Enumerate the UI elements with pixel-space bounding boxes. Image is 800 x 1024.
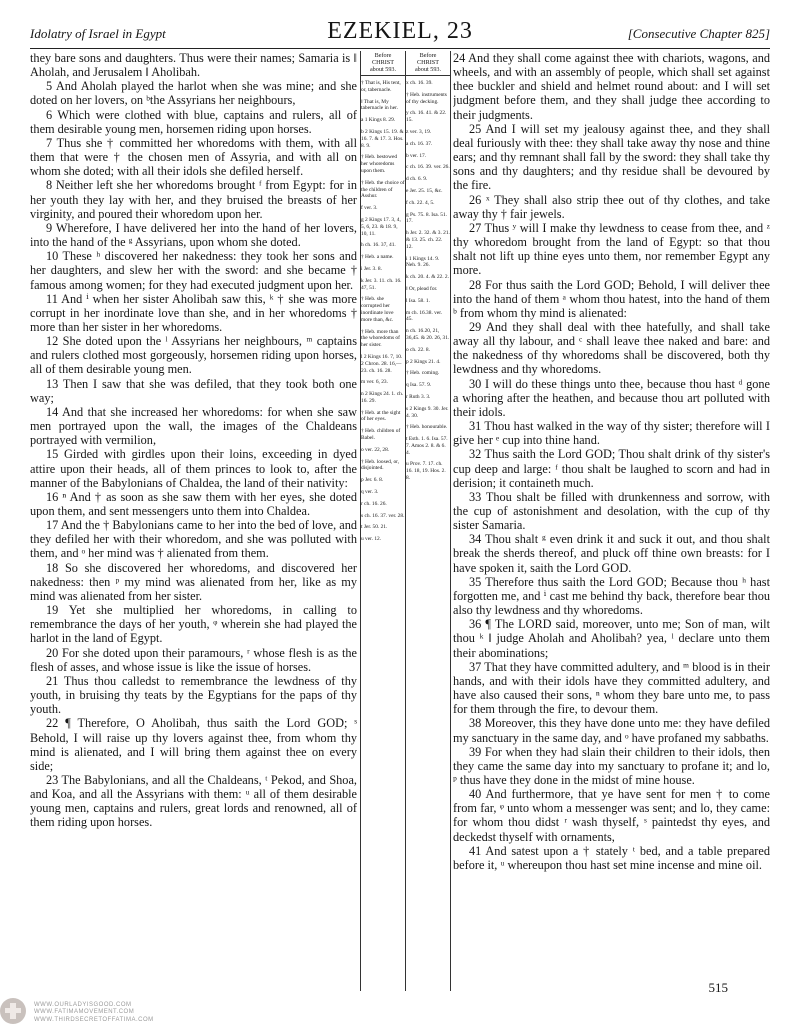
right-margin-references	[406, 52, 450, 992]
cross-reference-note: c ch. 16. 39. ver. 26.	[406, 164, 450, 171]
verse-paragraph: 11 And ⁱ when her sister Aholibah saw this, ᵏ † she was more corrupt in her inordinate love than she, and in her whoredoms † more than her sister in her whoredoms.	[30, 291, 357, 334]
verse-paragraph: 40 And furthermore, that ye have sent for men † to come from far, ᵠ unto whom a messenger was sent; and lo, they came: for whom thou didst ʳ wash thyself, ˢ paintedst thy eyes, and deckedst thyself with ornaments,	[453, 787, 770, 844]
margin-date-heading: Before CHRIST about 593.	[361, 52, 405, 76]
cross-reference-note: b ver. 17.	[406, 152, 427, 159]
cross-reference-note: u Prov. 7. 17. ch. 16. 18, 19. Hos. 2. 8.	[406, 461, 446, 482]
verse-paragraph: 24 And they shall come against thee with chariots, wagons, and wheels, and with an assembly of people, which shall set against thee buckler and shield and helmet round about: and I will set judgment before them, and they shall judge thee according to their judgments.	[453, 51, 770, 122]
cross-reference-note: g Ps. 75. 8. Isa. 51. 17.	[406, 211, 448, 225]
left-text-column	[30, 51, 357, 1001]
verse-paragraph: 14 And that she increased her whoredoms: for when she saw men portrayed upon the wall, the images of the Chaldeans portrayed with vermilion,	[30, 404, 357, 448]
verse-paragraph: 16 ⁿ And † as soon as she saw them with her eyes, she doted upon them, and sent messengers unto them into Chaldea.	[30, 489, 357, 518]
footer-url: WWW.FATIMAMOVEMENT.COM	[34, 1009, 135, 1015]
verse-paragraph: 29 And they shall deal with thee hatefully, and shall take away all thy labour, and ᶜ shall leave thee naked and bare: and the nakedness of thy whoredoms shall be discovered, both thy lewdness and thy whoredoms.	[453, 319, 770, 377]
cross-reference-note: s ch. 16. 37. ver. 28.	[361, 512, 405, 519]
cross-reference-note: g 2 Kings 17. 3, 4, 5, 6, 23. & 18. 9, 10, 11.	[361, 216, 401, 237]
cross-reference-note: u ver. 12.	[361, 536, 382, 543]
header-book-chapter: EZEKIEL, 23	[327, 18, 473, 44]
verse-paragraph: 27 Thus ʸ will I make thy lewdness to cease from thee, and ᶻ thy whoredom brought from the land of Egypt: so that thou shalt not lift up thine eyes unto them, nor remember Egypt any more.	[453, 220, 770, 278]
cross-reference-note: r Ruth 3. 3.	[406, 393, 431, 400]
left-margin-references	[361, 52, 405, 992]
cross-reference-note: q ver. 3.	[361, 489, 379, 496]
cross-reference-note: l 2 Kings 16. 7, 10. 2 Chron. 28. 16,—23. ch. 16. 28.	[361, 353, 403, 374]
cross-reference-note: f ch. 22. 4, 5.	[406, 199, 435, 206]
cross-reference-note: k Jer. 3. 11. ch. 16. 47, 51.	[361, 277, 402, 291]
verse-paragraph: 13 Then I saw that she was defiled, that they took both one way;	[30, 376, 357, 405]
cross-reference-note: r ch. 16. 26.	[361, 500, 387, 507]
verse-paragraph: 36 ¶ The LORD said, moreover, unto me; Son of man, wilt thou ᵏ ‖ judge Aholah and Aholibah? yea, ˡ declare unto them their abominations;	[453, 617, 770, 660]
cross-reference-note: l Isa. 58. 1.	[406, 297, 430, 304]
cross-reference-note: † Heb. at the sight of her eyes.	[361, 409, 401, 423]
page-header	[30, 18, 770, 48]
verse-paragraph: 33 Thou shalt be filled with drunkenness and sorrow, with the cup of astonishment and desolation, with the cup of thy sister Samaria.	[453, 489, 770, 533]
verse-paragraph: 8 Neither left she her whoredoms brought ᶠ from Egypt: for in her youth they lay with her, and they bruised the breasts of her virginity, and poured their whoredom upon her.	[30, 178, 357, 221]
cross-reference-note: ‖ That is, My tabernacle in her.	[361, 98, 398, 112]
cross-reference-note: t Jer. 50. 21.	[361, 524, 388, 531]
verse-paragraph: 31 Thou hast walked in the way of thy sister; therefore will I give her ᵉ cup into thine hand.	[453, 419, 770, 448]
cross-reference-note: p 2 Kings 21. 4.	[406, 358, 441, 365]
cross-reference-note: y ch. 16. 41. & 22. 15.	[406, 110, 447, 124]
cross-reference-note: q Isa. 57. 9.	[406, 382, 432, 389]
cross-reference-note: d ch. 6. 9.	[406, 176, 428, 183]
cross-reference-note: e Jer. 25. 15, &c.	[406, 187, 443, 194]
verse-paragraph: 28 For thus saith the Lord GOD; Behold, I will deliver thee into the hand of them ᵃ whom thou hatest, into the hand of them ᵇ from whom thy mind is alienated:	[453, 277, 770, 320]
cross-reference-note: i Jer. 3. 8.	[361, 265, 382, 272]
verse-paragraph: 12 She doted upon the ˡ Assyrians her neighbours, ᵐ captains and rulers clothed most gorgeously, horsemen riding upon horses, all of them desirable young men.	[30, 334, 357, 377]
verse-paragraph: 18 So she discovered her whoredoms, and discovered her nakedness: then ᵖ my mind was alienated from her, like as my mind was alienated from her sister.	[30, 560, 357, 603]
cross-reference-note: † Heb. bestowed her whoredoms upon them.	[361, 154, 398, 174]
cross-reference-note: † Heb. a name.	[361, 254, 394, 261]
verse-paragraph: 35 Therefore thus saith the Lord GOD; Because thou ʰ hast forgotten me, and ⁱ cast me behind thy back, therefore bear thou also thy lewdness and thy whoredoms.	[453, 574, 770, 618]
verse-paragraph: 5 And Aholah played the harlot when she was mine; and she doted on her lovers, on ᵇthe Assyrians her neighbours,	[30, 79, 357, 108]
cross-reference-note: † Heb. honourable.	[406, 424, 448, 431]
cross-reference-note: t Esth. 1. 6. Isa. 57. 7. Amos 2. 8. & 6. 4.	[406, 436, 448, 456]
verse-paragraph: 9 Wherefore, I have delivered her into the hand of her lovers, into the hand of the ᵍ Assyrians, upon whom she doted.	[30, 220, 357, 250]
cross-reference-note: † Heb. loosed, or, disjointed.	[361, 458, 400, 472]
footer-urls	[34, 1002, 154, 1024]
cross-reference-note: f ver. 3.	[361, 205, 378, 212]
verse-paragraph: 30 I will do these things unto thee, because thou hast ᵈ gone a whoring after the heathen, and because thou art polluted with their idols.	[453, 376, 770, 419]
cross-reference-note: a 1 Kings 8. 29.	[361, 117, 396, 124]
cross-reference-note: b 2 Kings 15. 19. & 16. 7. & 17. 3. Hos. 8. 9.	[361, 128, 404, 149]
verse-paragraph: 41 And satest upon a † stately ᵗ bed, and a table prepared before it, ᵘ whereupon thou hast set mine incense and mine oil.	[453, 843, 770, 872]
verse-paragraph: 34 Thou shalt ᵍ even drink it and suck it out, and thou shalt break the sherds thereof, and pluck off thine own breasts: for I have spoken it, saith the Lord GOD.	[453, 532, 770, 575]
page-number: 515	[708, 980, 728, 995]
cross-reference-note: p Jer. 6. 8.	[361, 477, 384, 484]
cross-reference-note: † Heb. coming.	[406, 370, 440, 377]
footer-url: WWW.THIRDSECRETOFFATIMA.COM	[34, 1016, 154, 1023]
site-logo-icon	[0, 998, 26, 1024]
cross-reference-note: † That is, His tent, or, tabernacle.	[361, 80, 401, 93]
cross-reference-note: † Heb. children of Babel.	[361, 428, 401, 442]
right-text-column	[453, 51, 770, 981]
verse-paragraph: 6 Which were clothed with blue, captains and rulers, all of them desirable young men, horsemen riding upon horses.	[30, 107, 357, 136]
verse-paragraph: 23 The Babylonians, and all the Chaldeans, ᵗ Pekod, and Shoa, and Koa, and all the Assyrians with them: ᵘ all of them desirable young men, captains and rulers, great lords and renowned, all of them riding upon horses.	[30, 772, 357, 830]
cross-reference-note: x ch. 16. 39.	[406, 80, 433, 86]
cross-reference-note: ‖ Or, plead for.	[406, 285, 438, 292]
verse-paragraph: 37 That they have committed adultery, and ᵐ blood is in their hands, and with their idols have they committed adultery, and have also caused their sons, ⁿ whom they bare unto me, to pass for them through the fire, to devour them.	[453, 659, 770, 717]
cross-reference-note: † Heb. more than the whoredoms of her sister.	[361, 328, 400, 349]
header-section-title: Idolatry of Israel in Egypt	[30, 26, 166, 41]
cross-reference-note: h ch. 16. 37, 41.	[361, 242, 396, 249]
cross-reference-note: † Heb. she corrupted her inordinate love more than, &c.	[361, 296, 394, 323]
verse-paragraph: 17 And the † Babylonians came to her into the bed of love, and they defiled her with their whoredom, and she was polluted with them, and ᵒ her mind was † alienated from them.	[30, 518, 357, 561]
cross-reference-note: m ver. 6, 23.	[361, 379, 388, 386]
cross-reference-note: i 1 Kings 14. 9. Neh. 9. 26.	[406, 255, 440, 269]
verse-paragraph: 20 For she doted upon their paramours, ʳ whose flesh is as the flesh of asses, and whose issue is like the issue of horses.	[30, 645, 357, 674]
verse-paragraph: 21 Thus thou calledst to remembrance the lewdness of thy youth, in bruising thy teats by the Egyptians for the paps of thy youth.	[30, 673, 357, 717]
verse-paragraph: 7 Thus she † committed her whoredoms with them, with all them that were † the chosen men of Assyria, and with all on whom she doted; with all their idols she defiled herself.	[30, 135, 357, 179]
cross-reference-note: m ch. 16.38. ver. 45.	[406, 309, 443, 323]
verse-paragraph: 19 Yet she multiplied her whoredoms, in calling to remembrance the days of her youth, ᵠ wherein she had played the harlot in the land of Egypt.	[30, 603, 357, 646]
footer-url: WWW.OURLADYISGOOD.COM	[34, 1001, 132, 1008]
verse-paragraph: 39 For when they had slain their children to their idols, then they came the same day into my sanctuary to profane it; and lo, ᵖ thus have they done in the midst of mine house.	[453, 744, 770, 787]
verse-paragraph: 38 Moreover, this they have done unto me: they have defiled my sanctuary in the same day, and ᵒ have profaned my sabbaths.	[453, 716, 770, 745]
bible-page	[30, 18, 770, 1008]
verse-paragraph: 25 And I will set my jealousy against thee, and they shall deal furiously with thee: they shall take away thy nose and thine ears; and thy remnant shall fall by the sword: they shall take thy sons and thy daughters; and thy residue shall be devoured by the fire.	[453, 121, 770, 193]
verse-paragraph: they bare sons and daughters. Thus were their names; Samaria is ‖ Aholah, and Jerusalem ‖ Aholibah.	[30, 51, 357, 80]
verse-paragraph: 10 These ʰ discovered her nakedness: they took her sons and her daughters, and slew her with the sword: and she became † famous among women; for they had executed judgment upon her.	[30, 249, 357, 292]
cross-reference-note: † Heb. the choice of the children of Asshur.	[361, 179, 405, 200]
cross-reference-note: s 2 Kings 9. 30. Jer. 4. 30.	[406, 405, 449, 419]
cross-reference-note: n ch. 16.20, 21, 36,45. & 20. 26, 31.	[406, 328, 450, 341]
cross-reference-note: h Jer. 2. 32. & 3. 21. & 13. 25. ch. 22. 12.	[406, 230, 450, 250]
header-rule	[30, 48, 770, 49]
cross-reference-note: † Heb. instruments of thy decking.	[406, 91, 447, 105]
verse-paragraph: 22 ¶ Therefore, O Aholibah, thus saith the Lord GOD; ˢ Behold, I will raise up thy lovers against thee, from whom thy mind is alienated, and I will bring them against thee on every side;	[30, 716, 357, 773]
cross-reference-note: n 2 Kings 24. 1. ch. 16. 29.	[361, 391, 404, 404]
header-consecutive-chapter: [Consecutive Chapter 825]	[627, 26, 770, 41]
cross-reference-note: o ver. 22, 28.	[361, 446, 390, 453]
margin-date-heading: Before CHRIST about 593.	[406, 52, 450, 76]
column-divider	[450, 51, 451, 991]
cross-reference-note: z ver. 3, 19.	[406, 128, 432, 135]
cross-reference-note: k ch. 20. 4. & 22. 2.	[406, 274, 449, 281]
cross-reference-note: a ch. 16. 37.	[406, 140, 433, 147]
verse-paragraph: 15 Girded with girdles upon their loins, exceeding in dyed attire upon their heads, all of them princes to look to, after the manner of the Babylonians of Chaldea, the land of their nativity:	[30, 447, 357, 490]
cross-reference-note: o ch. 22. 8.	[406, 346, 430, 353]
verse-paragraph: 32 Thus saith the Lord GOD; Thou shalt drink of thy sister's cup deep and large: ᶠ thou shalt be laughed to scorn and had in derision; it containeth much.	[453, 447, 770, 490]
verse-paragraph: 26 ˣ They shall also strip thee out of thy clothes, and take away thy † fair jewels.	[453, 192, 770, 221]
